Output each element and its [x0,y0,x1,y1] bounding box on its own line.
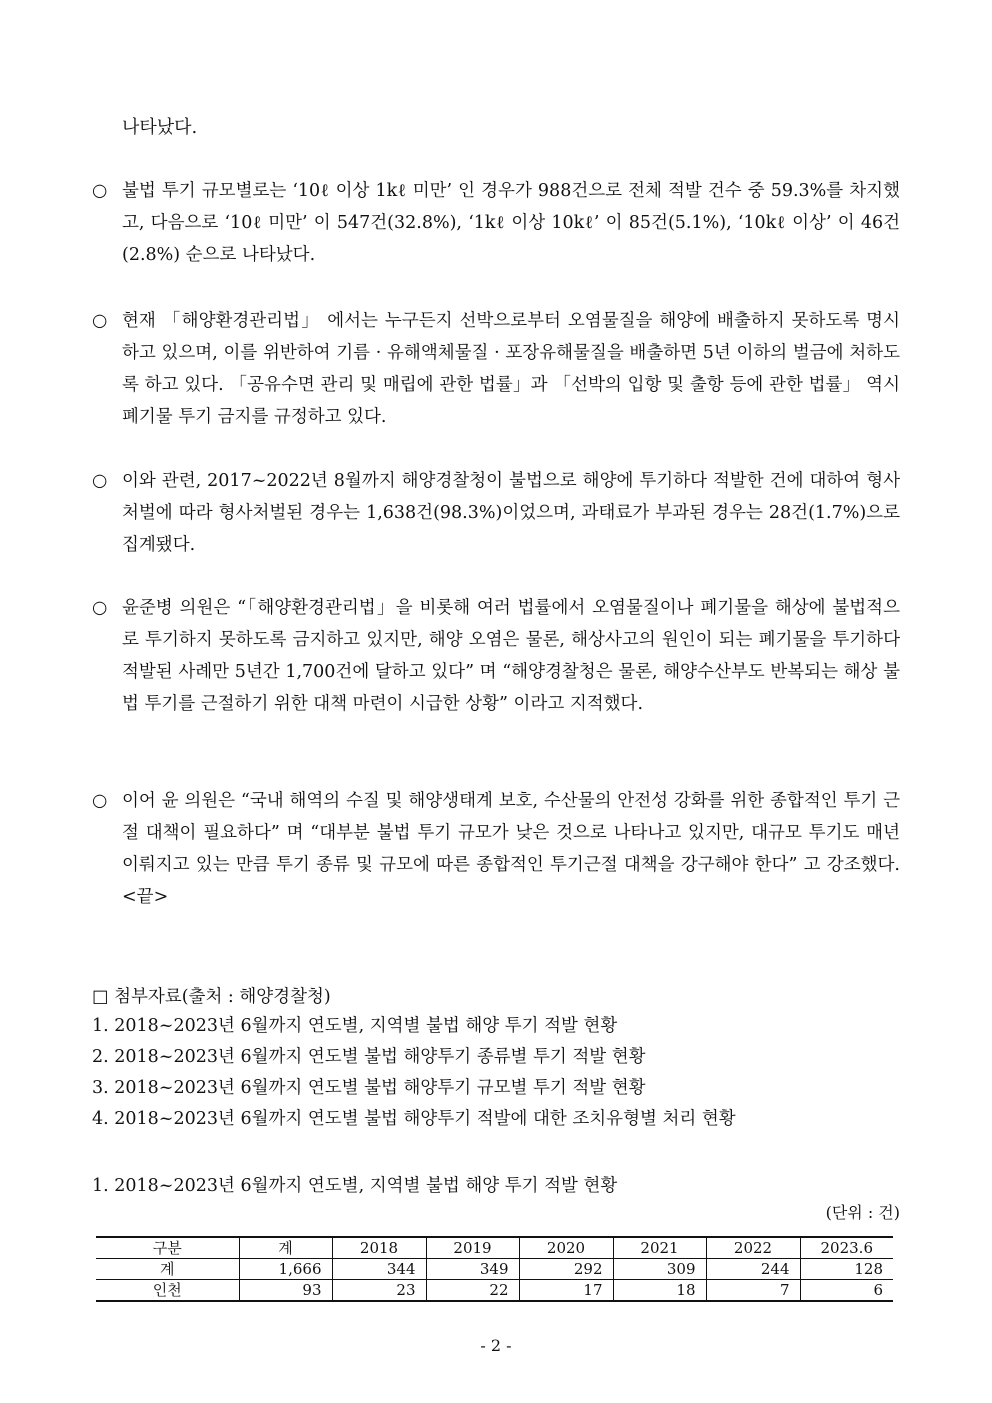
column-header: 2020 [519,1237,613,1259]
paragraph-text: 이와 관련, 2017~2022년 8월까지 해양경찰청이 불법으로 해양에 투기하다 적발한 건에 대하여 형사처벌에 따라 형사처벌된 경우는 1,638건(98.3%)이었으며, 과태료가 부과된 경우는 28건(1.7%)으로 집계됐다. [122,471,900,555]
column-header: 2018 [332,1237,426,1259]
intro-line: 나타났다. [122,117,198,138]
table-cell: 6 [800,1280,893,1302]
attachment-item: 2. 2018~2023년 6월까지 연도별 불법 해양투기 종류별 투기 적발 현황 [92,1047,646,1067]
column-header: 2023.6 [800,1237,893,1259]
page-number: - 2 - [480,1336,512,1355]
table-cell: 23 [332,1280,426,1302]
table-header-row [96,1237,893,1259]
paragraph-illegal-dumping-scale [92,175,900,271]
attachment-item: 1. 2018~2023년 6월까지 연도별, 지역별 불법 해양 투기 적발 현황 [92,1016,618,1036]
table-cell: 244 [706,1259,800,1280]
table-cell: 292 [519,1259,613,1280]
table-cell: 344 [332,1259,426,1280]
table-cell: 1,666 [239,1259,332,1280]
table-row [96,1259,893,1280]
paragraph-lawmaker-conclusion [92,785,900,913]
circle-bullet-icon: ○ [92,791,108,811]
paragraph-text: 이어 윤 의원은 “국내 해역의 수질 및 해양생태계 보호, 수산물의 안전성 강화를 위한 종합적인 투기 근절 대책이 필요하다” 며 “대부분 불법 투기 규모가 낮은 것으로 나타나고 있지만, 대규모 투기도 매년 이뤄지고 있는 만큼 투기 종류 및 규모에 따른 종합적인 투기근절 대책을 강구해야 한다” 고 강조했다. <끝> [122,791,900,907]
paragraph-punishment-stats [92,465,900,561]
attachments-list [92,1011,736,1135]
circle-bullet-icon: ○ [92,311,108,331]
table-cell: 22 [426,1280,519,1302]
section-title: 1. 2018~2023년 6월까지 연도별, 지역별 불법 해양 투기 적발 현황 [92,1176,618,1196]
table-cell: 18 [613,1280,706,1302]
attachments-title: □ 첨부자료(출처 : 해양경찰청) [92,987,331,1007]
paragraph-marine-environment-law [92,305,900,433]
column-header: 2019 [426,1237,519,1259]
table-cell: 128 [800,1259,893,1280]
circle-bullet-icon: ○ [92,598,108,618]
paragraph-text: 윤준병 의원은 “「해양환경관리법」을 비롯해 여러 법률에서 오염물질이나 폐기물을 해상에 불법적으로 투기하지 못하도록 금지하고 있지만, 해양 오염은 물론, 해상사고의 원인이 되는 폐기물을 투기하다 적발된 사례만 5년간 1,700건에 달하고 있다” 며 “해양경찰청은 물론, 해양수산부도 반복되는 해상 불법 투기를 근절하기 위한 대책 마련이 시급한 상황” 이라고 지적했다. [122,598,900,714]
attachment-item: 3. 2018~2023년 6월까지 연도별 불법 해양투기 규모별 투기 적발 현황 [92,1078,646,1098]
circle-bullet-icon: ○ [92,181,108,201]
paragraph-lawmaker-statement [92,592,900,720]
table-cell: 309 [613,1259,706,1280]
attachment-item: 4. 2018~2023년 6월까지 연도별 불법 해양투기 적발에 대한 조치유형별 처리 현황 [92,1109,736,1129]
table-cell: 7 [706,1280,800,1302]
column-header: 2022 [706,1237,800,1259]
table-cell: 93 [239,1280,332,1302]
dumping-stats-table [96,1236,893,1302]
table-row [96,1280,893,1302]
column-header: 구분 [96,1237,239,1259]
table-cell: 17 [519,1280,613,1302]
unit-label: (단위 : 건) [825,1203,900,1222]
paragraph-text: 불법 투기 규모별로는 ‘10ℓ 이상 1kℓ 미만’ 인 경우가 988건으로 전체 적발 건수 중 59.3%를 차지했고, 다음으로 ‘10ℓ 미만’ 이 547건(32.8%), ‘1kℓ 이상 10kℓ’ 이 85건(5.1%), ‘10kℓ 이상’ 이 46건(2.8%) 순으로 나타났다. [122,181,900,265]
paragraph-text: 현재 「해양환경관리법」 에서는 누구든지 선박으로부터 오염물질을 해양에 배출하지 못하도록 명시하고 있으며, 이를 위반하여 기름 · 유해액체물질 · 포장유해물질을 배출하면 5년 이하의 벌금에 처하도록 하고 있다. 「공유수면 관리 및 매립에 관한 법률」과 「선박의 입항 및 출항 등에 관한 법률」 역시 폐기물 투기 금지를 규정하고 있다. [122,311,900,427]
row-header: 인천 [96,1280,239,1302]
column-header: 2021 [613,1237,706,1259]
circle-bullet-icon: ○ [92,471,108,491]
column-header: 계 [239,1237,332,1259]
row-header: 계 [96,1259,239,1280]
table-cell: 349 [426,1259,519,1280]
